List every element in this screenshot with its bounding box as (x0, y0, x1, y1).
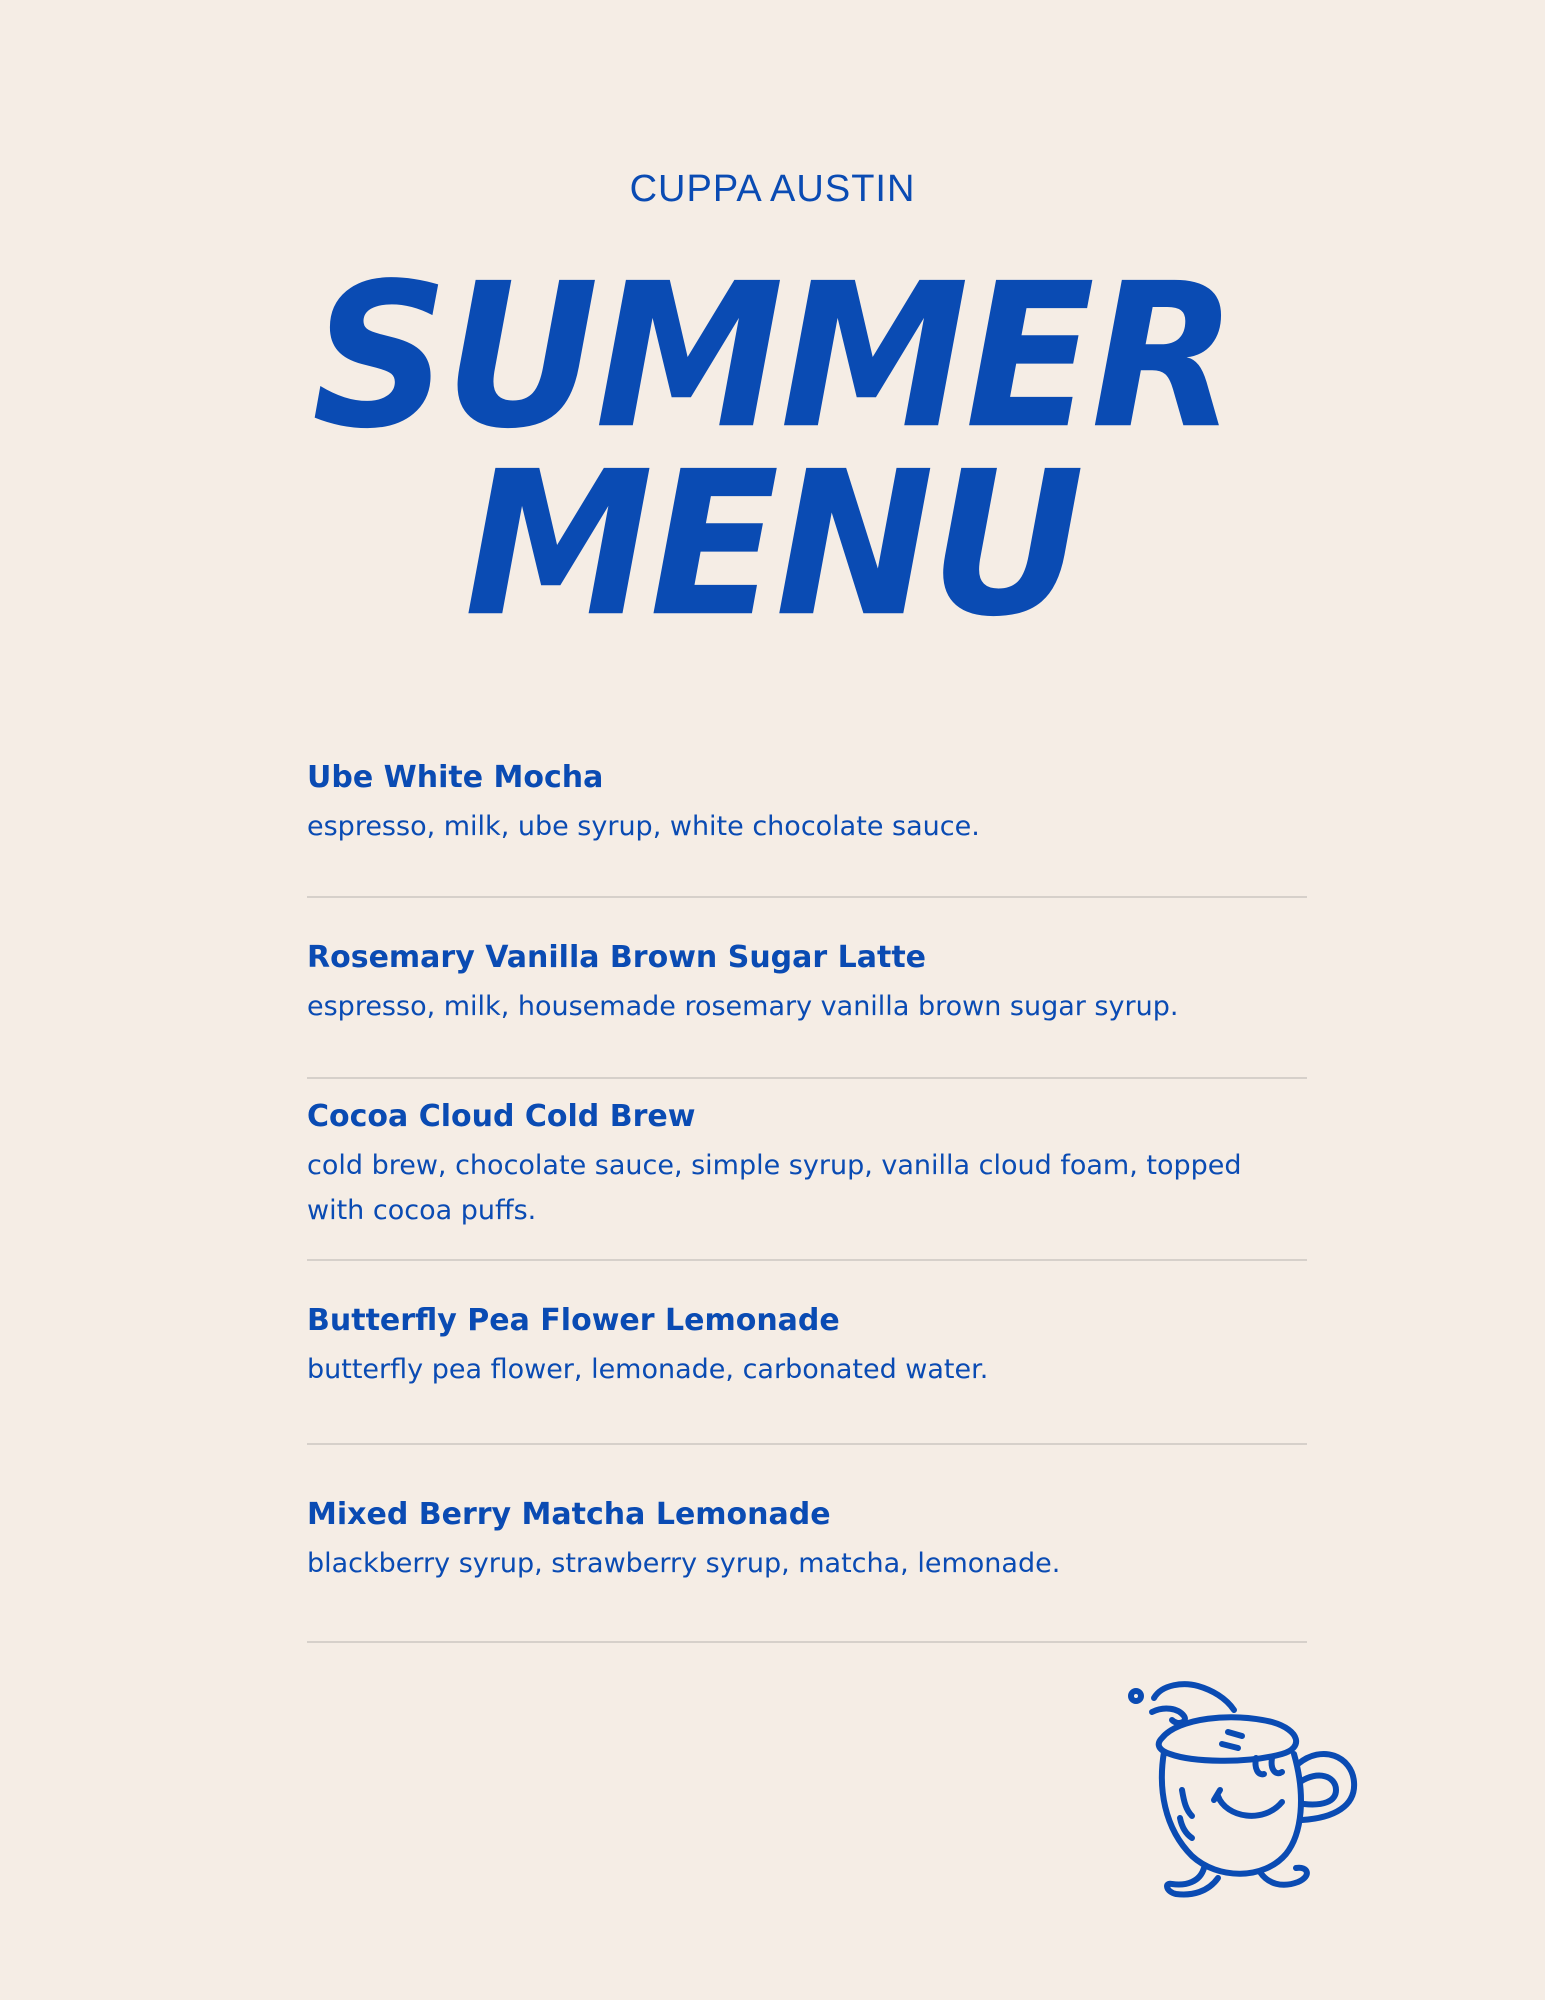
menu-title-line2: MENU (464, 428, 1081, 661)
smiling-coffee-cup-icon (1122, 1678, 1382, 1918)
menu-divider (307, 1443, 1307, 1445)
menu-item-description: espresso, milk, ube syrup, white chocolate sauce. (307, 811, 980, 842)
menu-item-description: butterfly pea flower, lemonade, carbonated water. (307, 1354, 989, 1385)
menu-divider (307, 1077, 1307, 1079)
menu-item-name: Ube White Mocha (307, 760, 604, 795)
menu-divider (307, 896, 1307, 898)
menu-item-description: cold brew, chocolate sauce, simple syrup, vanilla cloud foam, topped with cocoa puffs. (307, 1150, 1242, 1226)
menu-item-name: Mixed Berry Matcha Lemonade (307, 1497, 831, 1532)
menu-item-description: espresso, milk, housemade rosemary vanilla brown sugar syrup. (307, 991, 1179, 1022)
menu-item-name: Cocoa Cloud Cold Brew (307, 1099, 696, 1134)
menu-divider (307, 1259, 1307, 1261)
menu-title-line1: SUMMER (311, 240, 1234, 473)
menu-item-name: Rosemary Vanilla Brown Sugar Latte (307, 940, 927, 975)
menu-item-name: Butterfly Pea Flower Lemonade (307, 1303, 840, 1338)
menu-divider (307, 1641, 1307, 1643)
menu-item-description: blackberry syrup, strawberry syrup, matcha, lemonade. (307, 1548, 1061, 1579)
brand-name: CUPPA AUSTIN (629, 168, 916, 210)
